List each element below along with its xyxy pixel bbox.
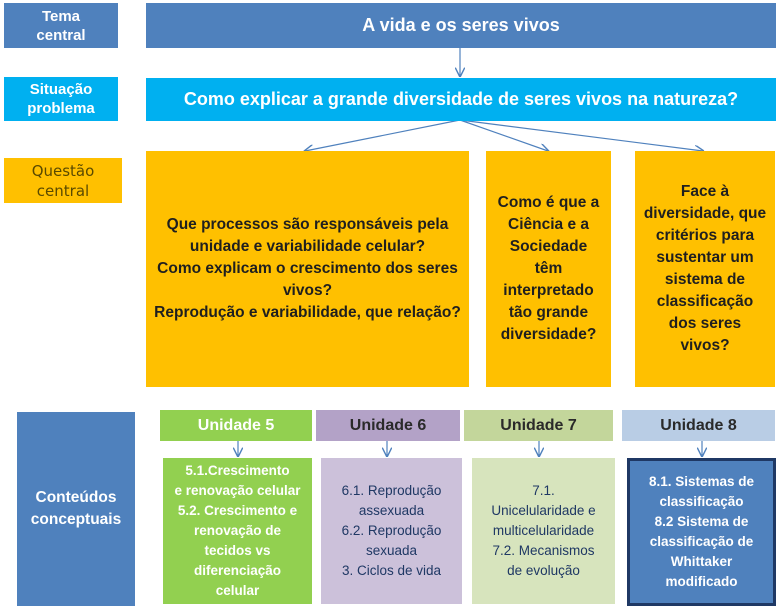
theme-box: A vida e os seres vivos xyxy=(146,3,776,48)
question-box-2: Como é que a Ciência e a Sociedade têm interpretado tão grande diversidade? xyxy=(486,151,611,387)
label-questao-central: Questão central xyxy=(4,158,122,203)
question-box-1: Que processos são responsáveis pela unidade e variabilidade celular? Como explicam o crescimento dos seres vivos? Reprodução e variabilidade, que relação? xyxy=(146,151,469,387)
unit-6-header: Unidade 6 xyxy=(316,410,460,441)
unit-8-header: Unidade 8 xyxy=(622,410,775,441)
unit-6-content: 6.1. Reprodução assexuada 6.2. Reprodução sexuada 3. Ciclos de vida xyxy=(321,458,462,604)
arrow-problem-to-q2 xyxy=(460,120,548,151)
unit-7-content: 7.1. Unicelularidade e multicelularidade 7.2. Mecanismos de evolução xyxy=(472,458,615,604)
unit-8-content: 8.1. Sistemas de classificação 8.2 Sistema de classificação de Whittaker modificado xyxy=(627,458,776,606)
arrow-problem-to-q3 xyxy=(460,120,703,151)
label-situacao-problema: Situação problema xyxy=(4,77,118,121)
question-box-3: Face à diversidade, que critérios para sustentar um sistema de classificação dos seres vivos? xyxy=(635,151,775,387)
label-tema-central: Tema central xyxy=(4,3,118,48)
unit-7-header: Unidade 7 xyxy=(464,410,613,441)
problem-box: Como explicar a grande diversidade de seres vivos na natureza? xyxy=(146,78,776,121)
arrow-problem-to-q1 xyxy=(305,120,460,151)
unit-5-header: Unidade 5 xyxy=(160,410,312,441)
unit-5-content: 5.1.Crescimento e renovação celular 5.2. Crescimento e renovação de tecidos vs diferenciação celular xyxy=(163,458,312,604)
label-conteudos-conceptuais: Conteúdos conceptuais xyxy=(17,412,135,606)
